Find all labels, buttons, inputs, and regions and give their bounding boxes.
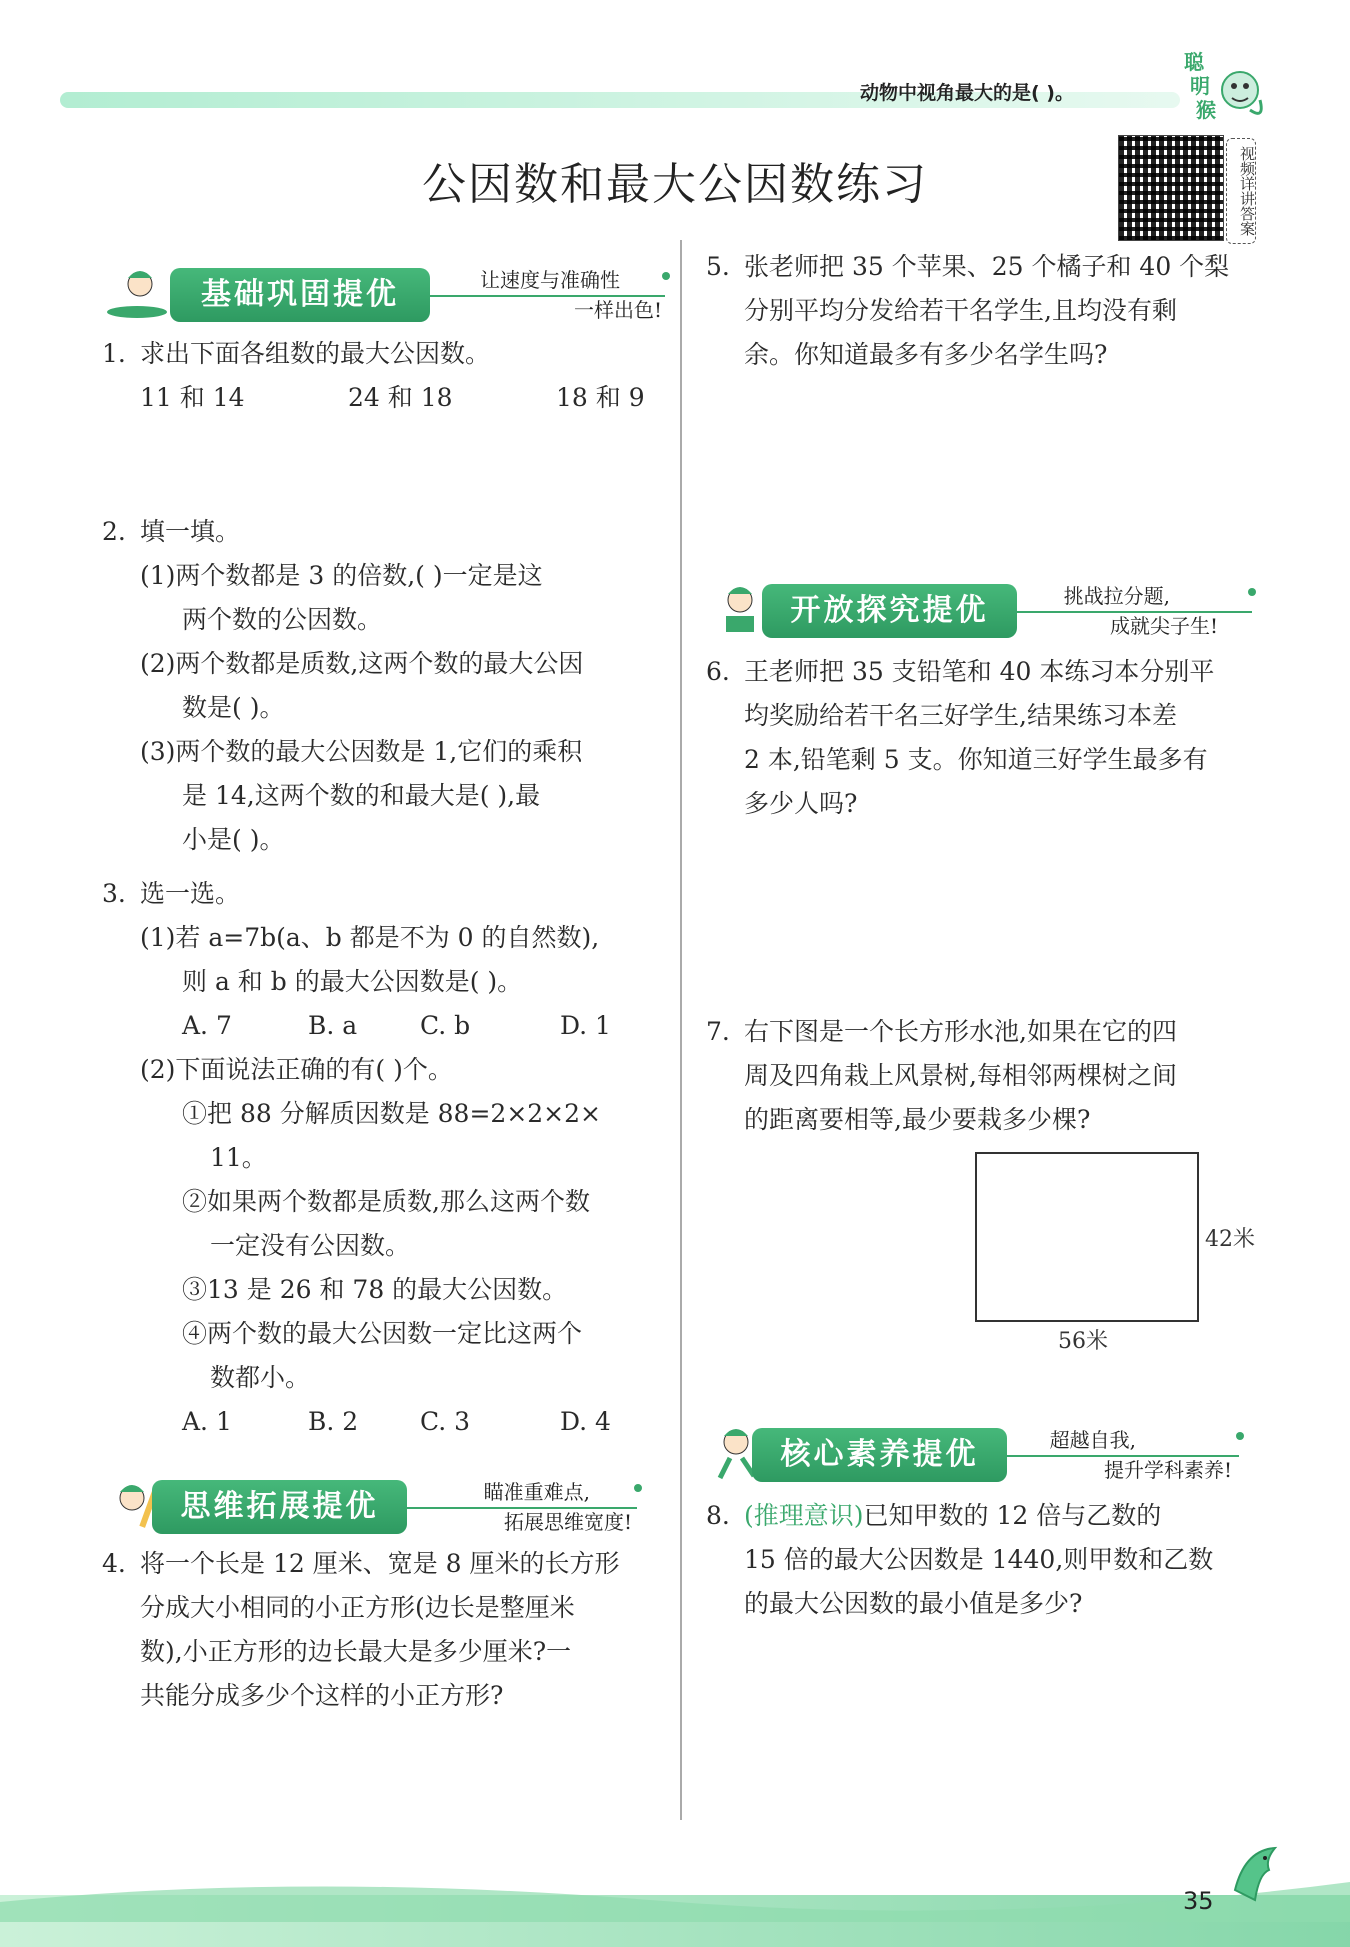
question-text: 王老师把 35 支铅笔和 40 本练习本分别平: [744, 657, 1215, 686]
question-text: 周及四角栽上风景树,每相邻两棵树之间: [744, 1061, 1177, 1090]
gcd-pair: 18 和 9: [556, 383, 645, 412]
pool-rectangle: [975, 1152, 1199, 1322]
literacy-tag: (推理意识): [744, 1501, 864, 1530]
dolphin-icon: [1225, 1840, 1285, 1910]
section-core-slogan-1: 超越自我,: [1049, 1428, 1136, 1452]
question-number: 7.: [706, 1017, 730, 1046]
mascot-skateboard-icon: [102, 262, 172, 322]
brand-char: 聪: [1184, 50, 1204, 74]
section-basic-slogan-2: 一样出色!: [573, 298, 662, 322]
choices-1: [102, 1004, 662, 1048]
question-text: 2 本,铅笔剩 5 支。你知道三好学生最多有: [744, 745, 1208, 774]
page-number: 35: [1183, 1887, 1214, 1915]
question-number: 1.: [102, 339, 126, 368]
section-core-banner: 核心素养提优: [752, 1428, 1007, 1482]
question-text: 多少人吗?: [744, 789, 858, 818]
question-text: 15 倍的最大公因数是 1440,则甲数和乙数: [744, 1545, 1214, 1574]
section-thinking-slogan-1: 瞄准重难点,: [483, 1480, 590, 1504]
question-3: [102, 872, 662, 1444]
choice-option: C. b: [420, 1011, 471, 1040]
fill-item-1a: (1)两个数都是 3 的倍数,( )一定是这: [140, 561, 543, 590]
question-number: 4.: [102, 1549, 126, 1578]
choice-option: A. 7: [182, 1011, 232, 1040]
question-number: 2.: [102, 517, 126, 546]
question-text: 分别平均分发给若干名学生,且均没有剩: [744, 296, 1177, 325]
choice-option: D. 1: [560, 1011, 611, 1040]
fill-item-3c: 小是( )。: [182, 825, 285, 854]
brand-logo: [1180, 50, 1270, 130]
statement-1a: ①把 88 分解质因数是 88=2×2×2×: [182, 1099, 601, 1128]
choice-stem-2: (2)下面说法正确的有( )个。: [140, 1055, 453, 1084]
question-text: 填一填。: [140, 517, 241, 546]
question-text: 求出下面各组数的最大公因数。: [140, 339, 491, 368]
question-text: 将一个长是 12 厘米、宽是 8 厘米的长方形: [140, 1549, 620, 1578]
choice-option: D. 4: [560, 1407, 611, 1436]
question-2: [102, 510, 662, 862]
fill-item-1b: 两个数的公因数。: [182, 605, 383, 634]
question-number: 5.: [706, 252, 730, 281]
footer-wave: [0, 1862, 1350, 1922]
question-4: [102, 1542, 662, 1718]
question-number: 3.: [102, 879, 126, 908]
fill-item-3a: (3)两个数的最大公因数是 1,它们的乘积: [140, 737, 583, 766]
question-text: 右下图是一个长方形水池,如果在它的四: [744, 1017, 1177, 1046]
gcd-pair: 24 和 18: [348, 383, 453, 412]
fill-item-3b: 是 14,这两个数的和最大是( ),最: [182, 781, 541, 810]
column-divider: [680, 240, 682, 1820]
question-number: 6.: [706, 657, 730, 686]
qr-label: 视频详讲答案: [1226, 138, 1256, 244]
question-text: 选一选。: [140, 879, 241, 908]
section-open-slogan-1: 挑战拉分题,: [1063, 584, 1170, 608]
question-5: [706, 245, 1266, 377]
question-1: [102, 332, 662, 420]
brand-char: 明: [1190, 74, 1210, 98]
statement-4b: 数都小。: [210, 1363, 311, 1392]
statement-4a: ④两个数的最大公因数一定比这两个: [182, 1319, 583, 1348]
section-open-slogan-2: 成就尖子生!: [1109, 614, 1218, 638]
banner-dot: [634, 1484, 642, 1492]
section-thinking-banner: 思维拓展提优: [152, 1480, 407, 1534]
statement-2b: 一定没有公因数。: [210, 1231, 411, 1260]
question-8: [706, 1494, 1266, 1626]
question-6: [706, 650, 1266, 826]
question-text: 分成大小相同的小正方形(边长是整厘米: [140, 1593, 575, 1622]
choice-stem-1b: 则 a 和 b 的最大公因数是( )。: [182, 967, 523, 996]
section-basic-slogan-1: 让速度与准确性: [480, 268, 620, 292]
question-text: 的距离要相等,最少要栽多少棵?: [744, 1105, 1091, 1134]
banner-dot: [1248, 588, 1256, 596]
choices-2: [102, 1400, 662, 1444]
banner-dot: [662, 272, 670, 280]
choice-option: C. 3: [420, 1407, 471, 1436]
question-text: 共能分成多少个这样的小正方形?: [140, 1681, 504, 1710]
section-basic-banner: 基础巩固提优: [170, 268, 430, 322]
question-text: 的最大公因数的最小值是多少?: [744, 1589, 1083, 1618]
section-open-banner: 开放探究提优: [762, 584, 1017, 638]
brand-char: 猴: [1196, 98, 1216, 122]
pool-width-label: 56米: [1058, 1329, 1108, 1354]
question-text: 已知甲数的 12 倍与乙数的: [863, 1501, 1162, 1530]
banner-dot: [1236, 1432, 1244, 1440]
statement-3: ③13 是 26 和 78 的最大公因数。: [182, 1275, 568, 1304]
qr-code-icon[interactable]: [1118, 135, 1224, 241]
question-text: 均奖励给若干名三好学生,结果练习本差: [744, 701, 1177, 730]
page-title: 公因数和最大公因数练习: [422, 159, 928, 210]
question-7: [706, 1010, 1266, 1142]
choice-option: A. 1: [182, 1407, 232, 1436]
statement-1b: 11。: [210, 1143, 267, 1172]
choice-option: B. a: [308, 1011, 358, 1040]
question-text: 张老师把 35 个苹果、25 个橘子和 40 个梨: [744, 252, 1230, 281]
pool-height-label: 42米: [1205, 1227, 1255, 1252]
statement-2a: ②如果两个数都是质数,那么这两个数: [182, 1187, 590, 1216]
question-number: 8.: [706, 1501, 730, 1530]
fill-item-2b: 数是( )。: [182, 693, 285, 722]
choice-stem-1a: (1)若 a=7b(a、b 都是不为 0 的自然数),: [140, 923, 600, 952]
header-riddle: 动物中视角最大的是( )。: [860, 82, 1074, 104]
question-text: 余。你知道最多有多少名学生吗?: [744, 340, 1108, 369]
section-core-slogan-2: 提升学科素养!: [1103, 1458, 1232, 1482]
section-thinking-slogan-2: 拓展思维宽度!: [503, 1510, 632, 1534]
gcd-pair: 11 和 14: [140, 383, 245, 412]
fill-item-2a: (2)两个数都是质数,这两个数的最大公因: [140, 649, 584, 678]
question-text: 数),小正方形的边长最大是多少厘米?一: [140, 1637, 572, 1666]
choice-option: B. 2: [308, 1407, 359, 1436]
